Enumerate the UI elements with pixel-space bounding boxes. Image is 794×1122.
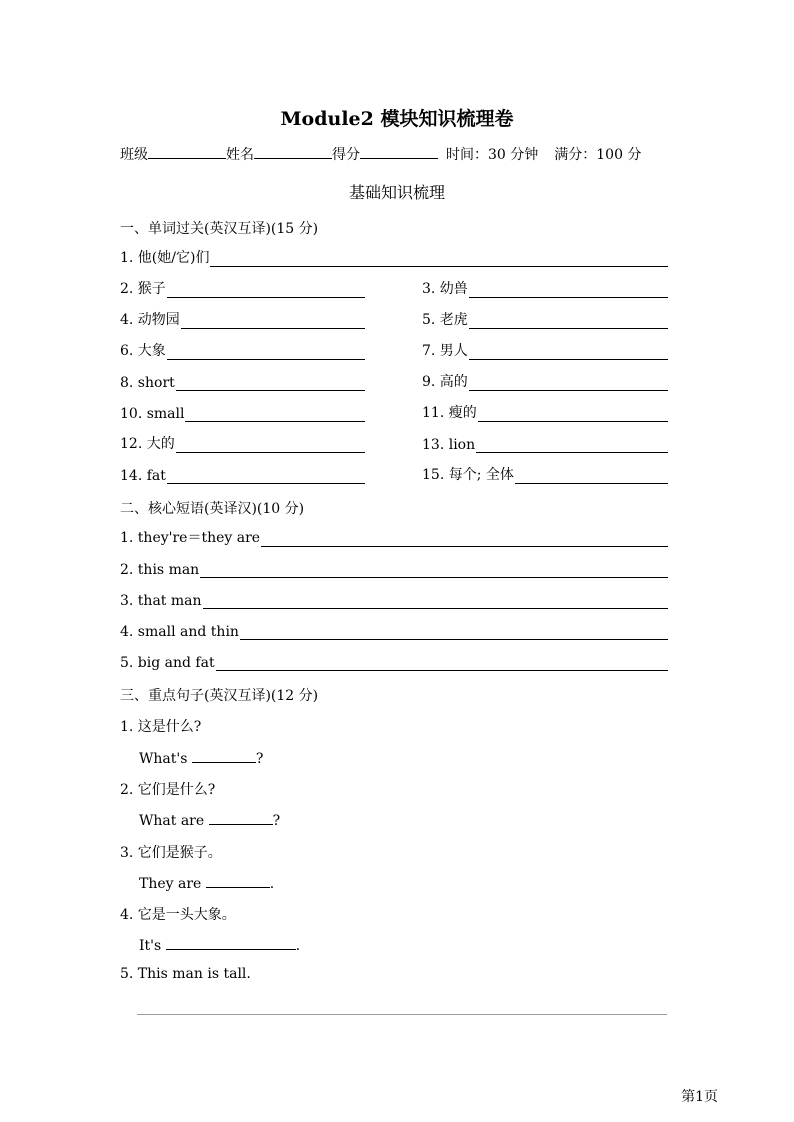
section3-heading: 三、重点句子(英汉互译)(12 分) bbox=[120, 688, 319, 704]
word-item: 9. 高的 bbox=[422, 373, 668, 391]
section1-heading: 一、单词过关(英汉互译)(15 分) bbox=[120, 221, 319, 237]
answer-blank[interactable] bbox=[476, 438, 668, 453]
class-label: 班级 bbox=[120, 147, 148, 163]
answer-blank[interactable] bbox=[203, 594, 668, 609]
word-item: 15. 每个; 全体 bbox=[422, 466, 668, 484]
answer-line[interactable] bbox=[137, 1014, 667, 1015]
word-item: 14. fat bbox=[120, 466, 365, 484]
section2-heading: 二、核心短语(英译汉)(10 分) bbox=[120, 501, 305, 517]
sentence-answer: They are . bbox=[139, 873, 274, 892]
sentence-question: 2. 它们是什么? bbox=[120, 782, 216, 798]
sentence-answer: What are ? bbox=[139, 810, 280, 829]
sentence-question: 1. 这是什么? bbox=[120, 719, 202, 735]
answer-blank[interactable] bbox=[206, 873, 270, 888]
time-info: 时间：30 分钟 bbox=[446, 147, 539, 163]
word-item: 3. 幼兽 bbox=[422, 280, 668, 298]
word-item: 4. 动物园 bbox=[120, 311, 365, 329]
phrase-item: 5. big and fat bbox=[120, 653, 668, 671]
name-field[interactable] bbox=[254, 144, 332, 159]
word-item: 12. 大的 bbox=[120, 435, 365, 453]
answer-blank[interactable] bbox=[515, 469, 668, 484]
word-item: 6. 大象 bbox=[120, 342, 365, 360]
name-label: 姓名 bbox=[226, 147, 254, 163]
score-label: 得分 bbox=[332, 147, 360, 163]
answer-blank[interactable] bbox=[167, 283, 365, 298]
score-field[interactable] bbox=[360, 144, 438, 159]
answer-blank[interactable] bbox=[478, 407, 668, 422]
word-item: 7. 男人 bbox=[422, 342, 668, 360]
student-info-line bbox=[120, 144, 641, 164]
answer-blank[interactable] bbox=[469, 376, 668, 391]
class-field[interactable] bbox=[148, 144, 226, 159]
answer-blank[interactable] bbox=[210, 252, 668, 267]
answer-blank[interactable] bbox=[176, 438, 365, 453]
phrase-item: 1. they're＝they are bbox=[120, 529, 668, 547]
answer-blank[interactable] bbox=[469, 345, 668, 360]
word-item: 1. 他(她/它)们 bbox=[120, 249, 668, 267]
word-item: 13. lion bbox=[422, 435, 668, 453]
answer-blank[interactable] bbox=[240, 625, 668, 640]
answer-blank[interactable] bbox=[166, 935, 296, 950]
answer-blank[interactable] bbox=[167, 469, 365, 484]
sentence-question: 4. 它是一头大象。 bbox=[120, 907, 236, 923]
word-item: 2. 猴子 bbox=[120, 280, 365, 298]
word-item: 11. 瘦的 bbox=[422, 404, 668, 422]
answer-blank[interactable] bbox=[469, 314, 668, 329]
answer-blank[interactable] bbox=[216, 656, 668, 671]
page-title: Module2 模块知识梳理卷 bbox=[280, 108, 514, 130]
answer-blank[interactable] bbox=[261, 532, 668, 547]
page-number: 第1页 bbox=[681, 1089, 718, 1105]
phrase-item: 2. this man bbox=[120, 560, 668, 578]
phrase-item: 3. that man bbox=[120, 591, 668, 609]
sentence-question: 5. This man is tall. bbox=[120, 966, 251, 982]
word-item: 8. short bbox=[120, 373, 365, 391]
sentence-answer: It's . bbox=[139, 935, 300, 954]
answer-blank[interactable] bbox=[209, 810, 273, 825]
section-subtitle: 基础知识梳理 bbox=[348, 183, 445, 202]
sentence-answer: What's ? bbox=[139, 748, 263, 767]
answer-blank[interactable] bbox=[200, 563, 668, 578]
answer-blank[interactable] bbox=[192, 748, 256, 763]
answer-blank[interactable] bbox=[167, 345, 365, 360]
answer-blank[interactable] bbox=[185, 407, 365, 422]
word-item: 5. 老虎 bbox=[422, 311, 668, 329]
sentence-question: 3. 它们是猴子。 bbox=[120, 845, 222, 861]
phrase-item: 4. small and thin bbox=[120, 622, 668, 640]
word-item: 10. small bbox=[120, 404, 365, 422]
answer-blank[interactable] bbox=[181, 314, 365, 329]
full-score-info: 满分：100 分 bbox=[554, 147, 642, 163]
answer-blank[interactable] bbox=[469, 283, 668, 298]
answer-blank[interactable] bbox=[176, 376, 365, 391]
